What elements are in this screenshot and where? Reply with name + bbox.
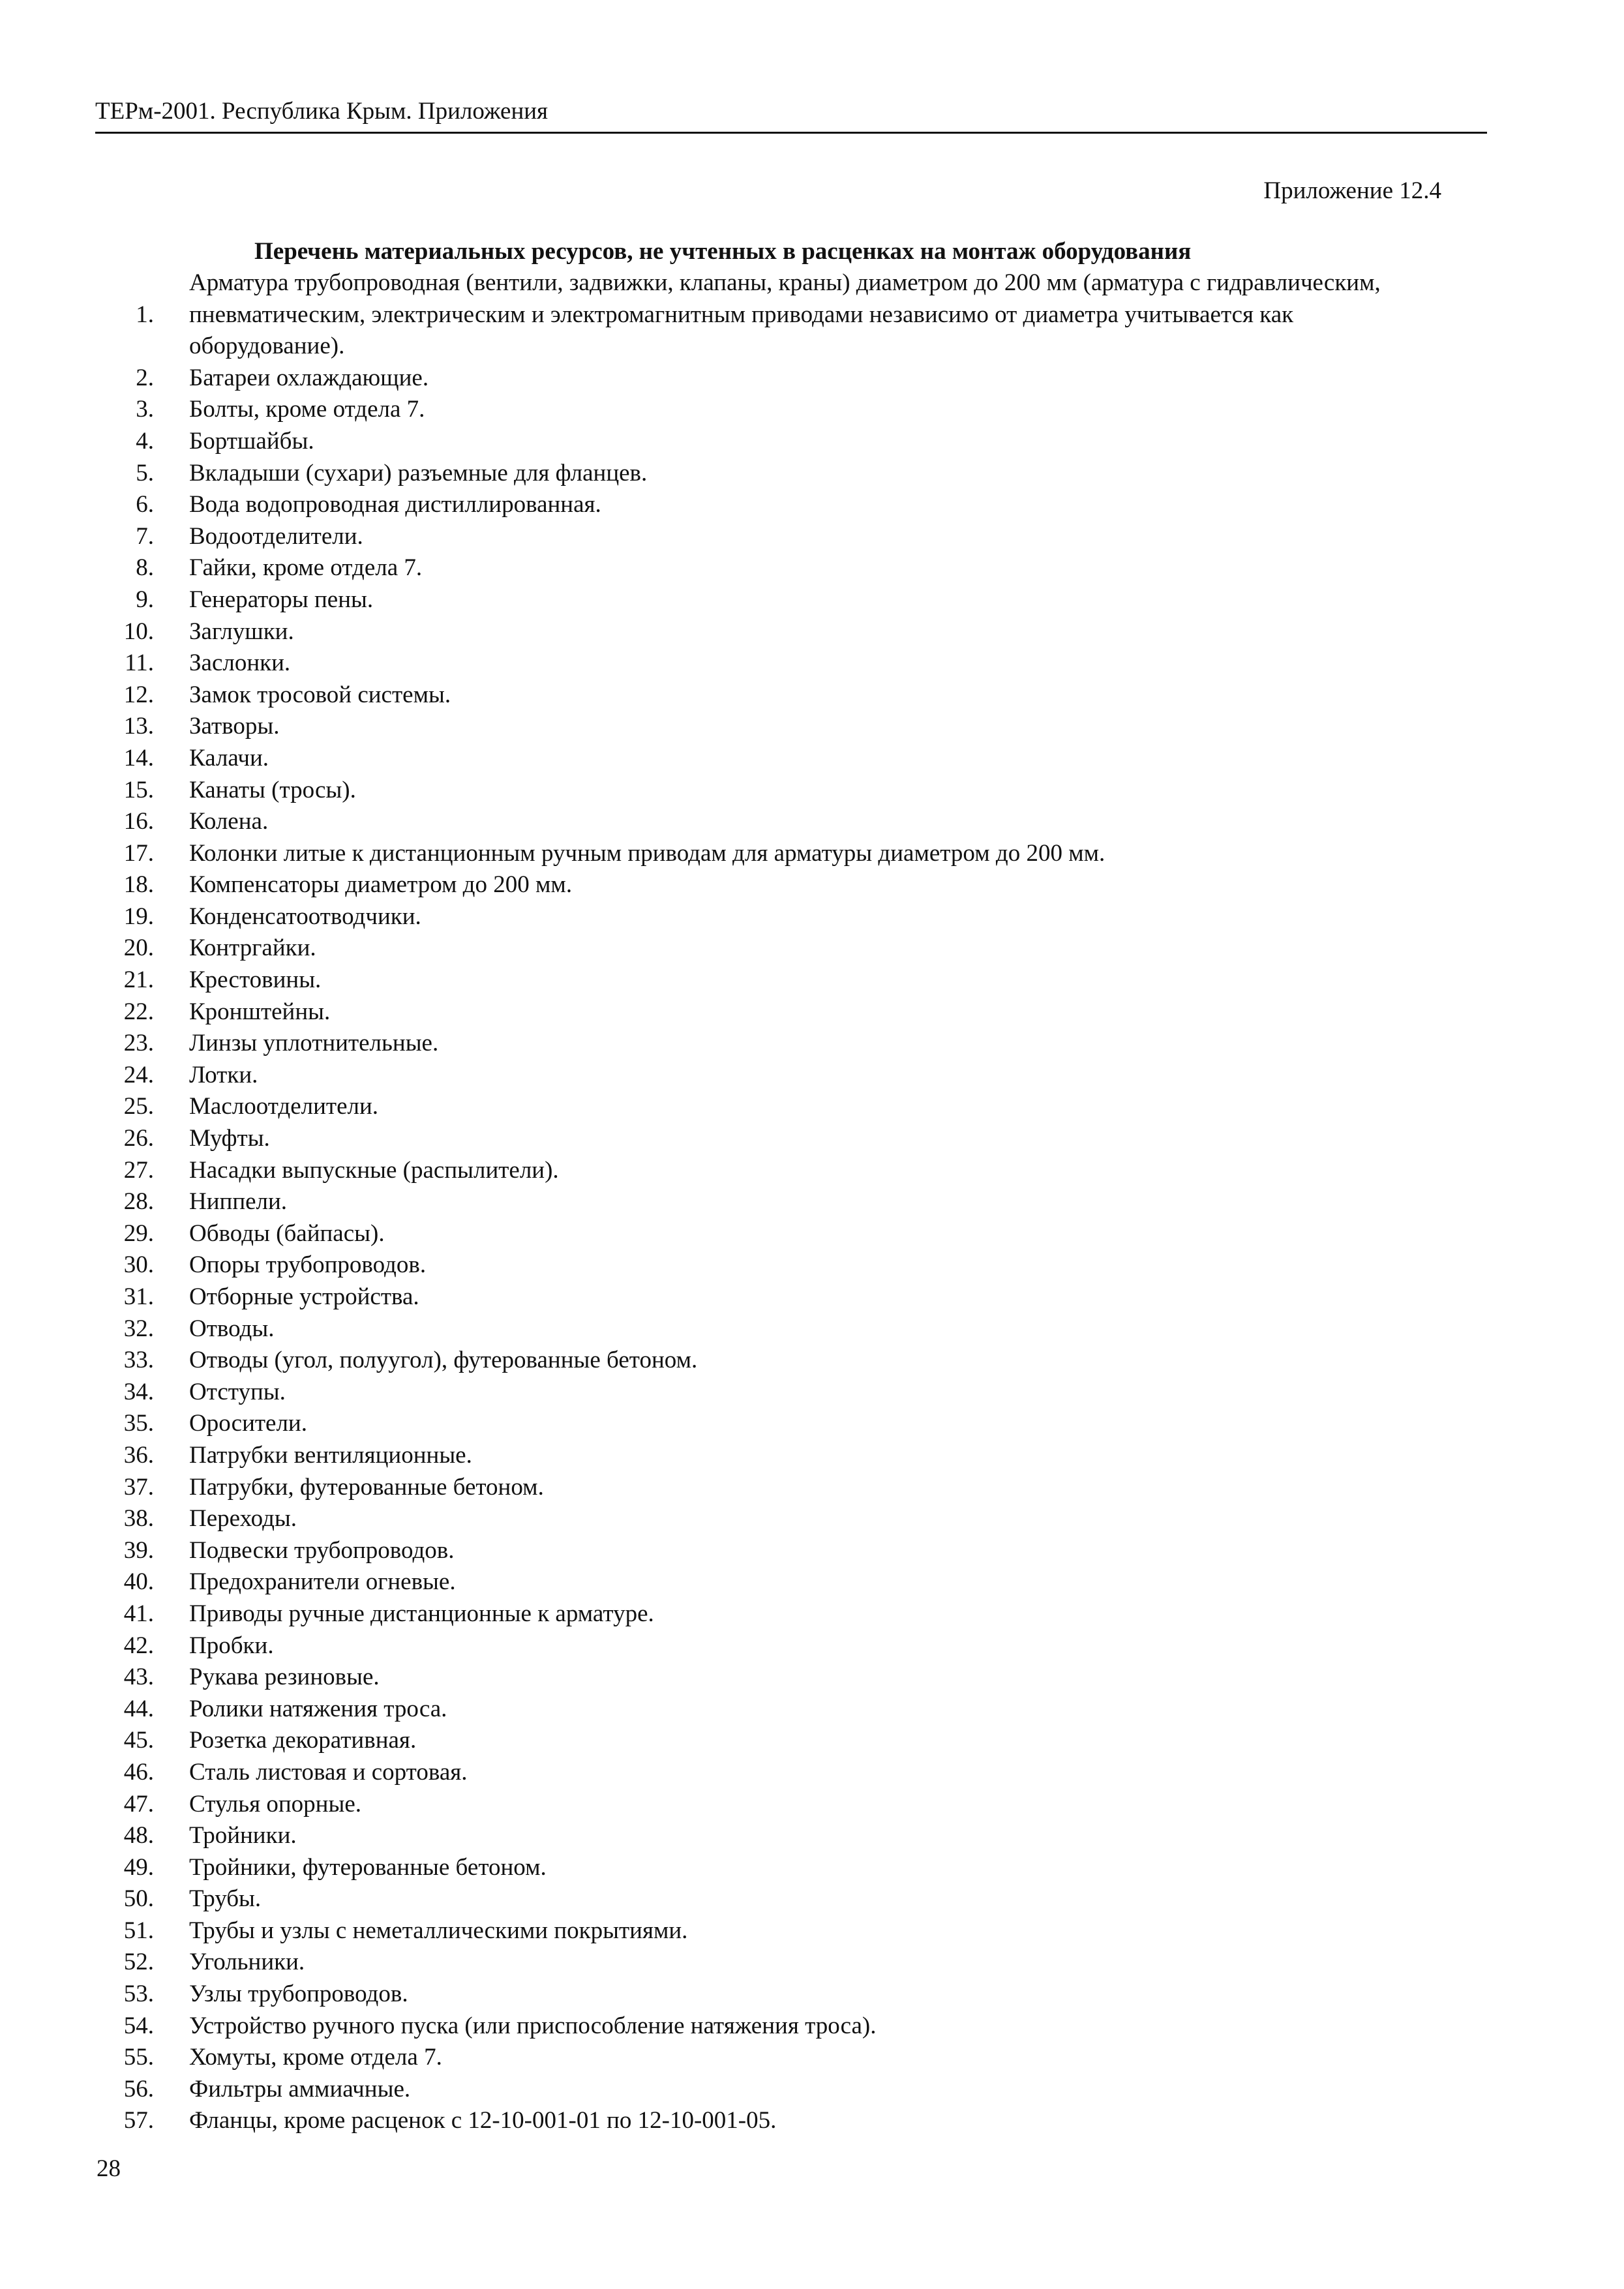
list-item [95,1979,1400,2011]
list-item-text: Хомуты, кроме отдела 7. [189,2044,442,2071]
list-item-text: Болты, кроме отдела 7. [189,396,425,423]
list-item [95,1820,1400,1852]
list-item-text: Оросители. [189,1410,307,1437]
list-item [95,426,1400,458]
list-item [95,996,1400,1028]
list-item [95,1218,1400,1250]
list-item-text: Генераторы пены. [189,586,374,613]
list-item [95,1947,1400,1979]
list-item [95,1883,1400,1915]
list-item-number: 6. [136,491,154,518]
list-item-number: 8. [136,554,154,582]
list-item-number: 2. [136,364,154,391]
list-item-text: Калачи. [189,744,269,771]
list-item [95,1440,1400,1472]
list-item-number: 40. [123,1568,154,1596]
list-item-text: Угольники. [189,1949,305,1976]
list-item-text: Подвески трубопроводов. [189,1536,455,1564]
list-item-text: Отборные устройства. [189,1283,419,1310]
list-item-number: 51. [123,1917,154,1944]
list-item-number: 24. [123,1061,154,1088]
list-item [95,806,1400,838]
list-item-text: Заслонки. [189,650,291,677]
list-item-number: 52. [123,1949,154,1976]
list-item-text: Тройники. [189,1822,297,1849]
list-item [95,1345,1400,1377]
list-item-text: Водоотделители. [189,522,363,550]
list-item [95,1186,1400,1218]
list-item-number: 46. [123,1758,154,1786]
list-item [95,1091,1400,1123]
list-item-text: Линзы уплотнительные. [189,1030,439,1057]
list-item-text: Рукава резиновые. [189,1664,380,1691]
list-item [95,2074,1400,2106]
list-item [95,1028,1400,1060]
list-item [95,1630,1400,1662]
list-item-number: 48. [123,1822,154,1849]
list-item [95,267,1400,363]
header-divider [95,132,1487,134]
list-item-number: 44. [123,1695,154,1722]
running-header-title: ТЕРм-2001. Республика Крым. Приложения [95,98,549,125]
list-item [95,775,1400,807]
list-item [95,1662,1400,1694]
list-item-number: 34. [123,1378,154,1405]
list-item [95,2105,1400,2137]
list-item [95,869,1400,901]
list-item [95,648,1400,680]
list-item-text: Сталь листовая и сортовая. [189,1758,468,1786]
list-item-text: Крестовины. [189,966,322,994]
appendix-label: Приложение 12.4 [1263,177,1441,204]
list-item-text: Замок тросовой системы. [189,681,451,708]
list-item-text: Маслоотделители. [189,1093,379,1120]
list-item [95,1123,1400,1155]
list-item-number: 26. [123,1125,154,1152]
list-item-text: Затворы. [189,713,280,740]
list-item-number: 32. [123,1315,154,1342]
list-item-number: 11. [125,650,154,677]
list-item [95,584,1400,616]
list-item [95,1155,1400,1187]
list-item-number: 10. [123,618,154,645]
list-item-text: Стулья опорные. [189,1790,361,1818]
list-item-number: 53. [123,1981,154,2008]
list-item-number: 43. [123,1664,154,1691]
list-item [95,458,1400,490]
list-item-number: 47. [123,1790,154,1818]
list-item [95,394,1400,426]
list-item [95,965,1400,996]
list-item-number: 1. [136,301,154,328]
list-item-text: Розетка декоративная. [189,1727,417,1754]
list-item-text: Батареи охлаждающие. [189,364,429,391]
list-item-text: Арматура трубопроводная (вентили, задвижки, клапаны, краны) диаметром до 200 мм (арматура с гидравлическим, пневматическим, электрическим и электромагнитным приводами независимо от диаметра учитывается как оборудование). [189,269,1381,360]
list-item [95,552,1400,584]
list-item [95,1249,1400,1281]
list-item-number: 57. [123,2107,154,2134]
list-item [95,1566,1400,1598]
list-item-text: Вкладыши (сухари) разъемные для фланцев. [189,459,648,486]
list-item-number: 3. [136,396,154,423]
list-item-text: Заглушки. [189,618,294,645]
list-item [95,1789,1400,1821]
list-item-text: Кронштейны. [189,998,331,1025]
list-item [95,711,1400,743]
list-item [95,838,1400,870]
list-item-number: 18. [123,871,154,899]
list-item [95,933,1400,965]
list-item-number: 35. [123,1410,154,1437]
list-item-number: 38. [123,1505,154,1533]
list-item [95,1060,1400,1092]
list-item [95,1281,1400,1313]
list-item [95,1535,1400,1567]
list-item-number: 49. [123,1853,154,1881]
list-item-text: Насадки выпускные (распылители). [189,1156,559,1184]
list-item-text: Патрубки, футерованные бетоном. [189,1473,544,1501]
list-item-text: Устройство ручного пуска (или приспособление натяжения троса). [189,2012,877,2039]
list-item-number: 37. [123,1473,154,1501]
list-item [95,1313,1400,1345]
list-item-number: 5. [136,459,154,486]
list-item [95,1503,1400,1535]
list-item-number: 19. [123,903,154,930]
list-item-number: 33. [123,1347,154,1374]
list-item-number: 23. [123,1030,154,1057]
list-item-number: 20. [123,935,154,962]
list-item-number: 29. [123,1219,154,1247]
list-item-number: 56. [123,2075,154,2102]
list-item-text: Отступы. [189,1378,286,1405]
list-item-text: Трубы и узлы с неметаллическими покрытиями. [189,1917,688,1944]
list-item [95,743,1400,775]
list-item-number: 54. [123,2012,154,2039]
list-item-number: 31. [123,1283,154,1310]
list-item [95,2042,1400,2074]
list-item-number: 41. [123,1600,154,1627]
list-item-number: 55. [123,2044,154,2071]
list-item [95,1377,1400,1409]
list-item-number: 7. [136,522,154,550]
list-item-text: Гайки, кроме отдела 7. [189,554,423,582]
list-item-text: Бортшайбы. [189,427,314,455]
list-item-number: 15. [123,776,154,803]
list-item-text: Ниппели. [189,1188,288,1216]
list-item-number: 39. [123,1536,154,1564]
list-item-text: Трубы. [189,1885,262,1913]
list-item [95,1598,1400,1630]
list-item-number: 16. [123,808,154,835]
list-item-text: Конденсатоотводчики. [189,903,421,930]
list-item-text: Отводы (угол, полуугол), футерованные бетоном. [189,1347,698,1374]
list-item [95,489,1400,521]
list-item [95,1757,1400,1789]
list-item-number: 17. [123,839,154,867]
list-item-text: Вода водопроводная дистиллированная. [189,491,601,518]
list-item [95,1472,1400,1504]
list-item-text: Колонки литые к дистанционным ручным приводам для арматуры диаметром до 200 мм. [189,839,1105,867]
materials-list [95,267,1400,2137]
list-item [95,616,1400,648]
list-item-text: Отводы. [189,1315,275,1342]
list-item-number: 42. [123,1632,154,1659]
list-item-number: 22. [123,998,154,1025]
list-item-number: 4. [136,427,154,455]
list-item-text: Колена. [189,808,269,835]
list-item-text: Фланцы, кроме расценок с 12-10-001-01 по 12-10-001-05. [189,2107,777,2134]
list-item [95,2011,1400,2042]
list-item-number: 12. [123,681,154,708]
page-number: 28 [97,2155,121,2182]
list-item-text: Муфты. [189,1125,270,1152]
list-item [95,1725,1400,1757]
list-item-number: 9. [136,586,154,613]
list-title: Перечень материальных ресурсов, не учтенных в расценках на монтаж оборудования [254,238,1192,265]
list-item [95,1915,1400,1947]
list-item-text: Приводы ручные дистанционные к арматуре. [189,1600,654,1627]
list-item [95,521,1400,553]
list-item-number: 21. [123,966,154,994]
list-item [95,1408,1400,1440]
list-item-text: Патрубки вентиляционные. [189,1441,472,1469]
list-item-number: 13. [123,713,154,740]
list-item-number: 45. [123,1727,154,1754]
list-item-text: Переходы. [189,1505,297,1533]
list-item [95,901,1400,933]
list-item-text: Опоры трубопроводов. [189,1251,427,1279]
list-item-text: Пробки. [189,1632,274,1659]
list-item-text: Канаты (тросы). [189,776,356,803]
list-item-number: 36. [123,1441,154,1469]
list-item-number: 27. [123,1156,154,1184]
list-item-text: Предохранители огневые. [189,1568,456,1596]
list-item-text: Тройники, футерованные бетоном. [189,1853,547,1881]
list-item-text: Обводы (байпасы). [189,1219,385,1247]
list-item [95,680,1400,711]
list-item-number: 25. [123,1093,154,1120]
list-item-text: Фильтры аммиачные. [189,2075,411,2102]
list-item-number: 50. [123,1885,154,1913]
list-item [95,1852,1400,1884]
list-item-text: Компенсаторы диаметром до 200 мм. [189,871,573,899]
list-item-text: Ролики натяжения троса. [189,1695,447,1722]
list-item [95,1694,1400,1726]
list-item [95,363,1400,395]
list-item-text: Контргайки. [189,935,316,962]
list-item-text: Лотки. [189,1061,258,1088]
list-item-number: 30. [123,1251,154,1279]
list-item-number: 14. [123,744,154,771]
list-item-text: Узлы трубопроводов. [189,1981,408,2008]
list-item-number: 28. [123,1188,154,1216]
